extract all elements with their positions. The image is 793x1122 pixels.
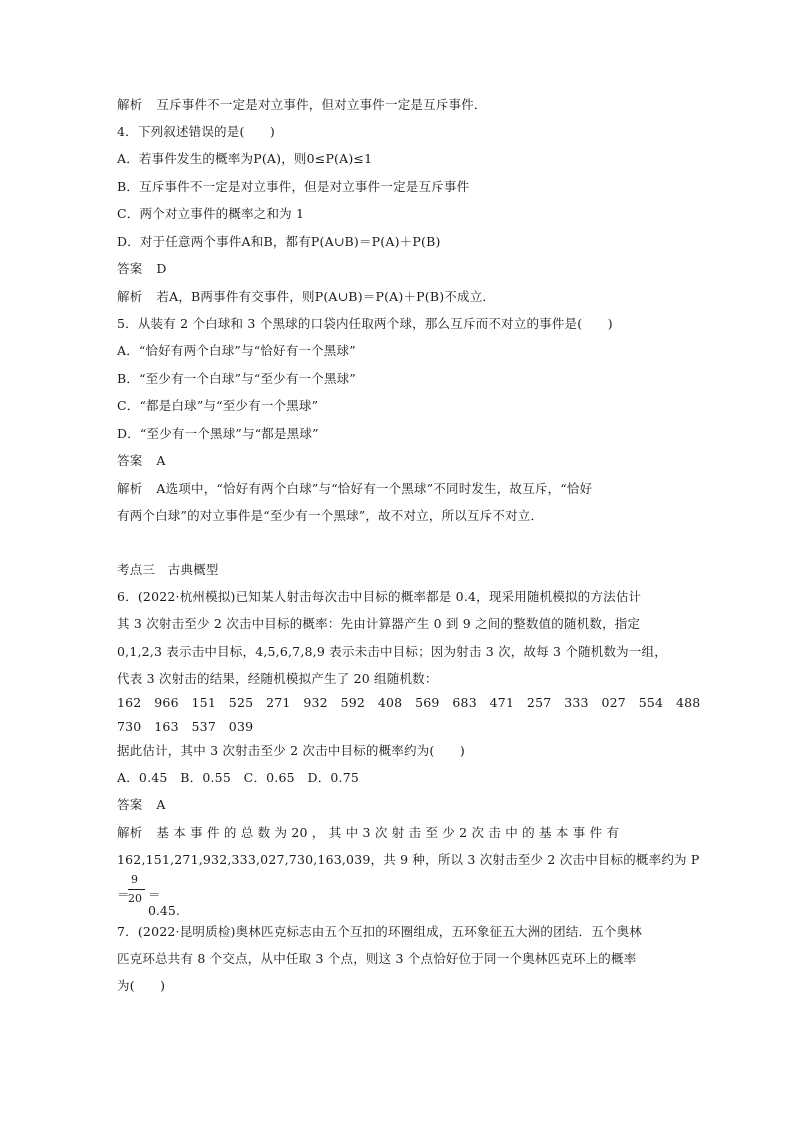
answer-value: A <box>156 797 166 812</box>
q6-line-1: 6．(2022·杭州模拟)已知某人射击每次击中目标的概率都是 0.4，现采用随机模拟的方法估计 <box>117 589 642 604</box>
probability-fraction <box>117 873 180 918</box>
random-number: 554 <box>638 695 664 710</box>
q4-option-c: C．两个对立事件的概率之和为 1 <box>117 206 305 221</box>
q6-line-3: 0,1,2,3 表示击中目标，4,5,6,7,8,9 表示未击中目标；因为射击 3 次，故每 3 个随机数为一组， <box>117 644 667 659</box>
q6-answer <box>117 797 166 813</box>
random-number: 027 <box>601 695 626 710</box>
random-number: 271 <box>266 695 291 710</box>
fraction-denominator: 20 <box>128 892 142 905</box>
answer-value: A <box>156 453 166 468</box>
q4-option-b: B．互斥事件不一定是对立事件，但是对立事件一定是互斥事件 <box>117 179 470 194</box>
q5-explanation-line-2: 有两个白球”的对立事件是“至少有一个黑球”，故不对立，所以互斥不对立． <box>117 508 544 523</box>
explain-text: 互斥事件不一定是对立事件，但对立事件一定是互斥事件． <box>156 97 487 112</box>
q6-line-4: 代表 3 次射击的结果，经随机模拟产生了 20 组随机数： <box>117 671 438 686</box>
random-numbers-row-2 <box>117 719 266 735</box>
random-number: 151 <box>191 695 216 710</box>
answer-label: 答案 <box>117 261 143 276</box>
q6-line-2: 其 3 次射击至少 2 次击中目标的概率：先由计算器产生 0 到 9 之间的整数值的随机数，指定 <box>117 616 641 631</box>
explain-label: 解析 <box>117 481 143 496</box>
answer-label: 答案 <box>117 453 143 468</box>
fraction-numerator: 9 <box>131 873 138 886</box>
answer-value: D <box>156 261 167 276</box>
explain-text: 若A，B两事件有交事件，则P(A∪B)＝P(A)＋P(B)不成立． <box>156 289 496 304</box>
random-number: 488 <box>675 695 701 710</box>
random-number: 471 <box>489 695 515 710</box>
random-number: 525 <box>228 695 254 710</box>
q6-explanation-line-2: 162,151,271,932,333,027,730,163,039，共 9 种，所以 3 次射击至少 2 次击中目标的概率约为 P <box>117 852 700 867</box>
q4-answer <box>117 261 167 277</box>
fraction-bar <box>128 889 145 890</box>
random-number: 537 <box>191 719 216 734</box>
fraction-equals: ＝ <box>117 887 130 902</box>
random-number: 163 <box>154 719 179 734</box>
explain-label: 解析 <box>117 289 143 304</box>
q5-option-d: D．“至少有一个黑球”与“都是黑球” <box>117 426 319 441</box>
random-number: 932 <box>303 695 328 710</box>
q5-answer <box>117 453 166 469</box>
explain-text: A选项中，“恰好有两个白球”与“恰好有一个黑球”不同时发生，故互斥，“恰好 <box>156 481 593 496</box>
random-number: 730 <box>117 719 142 734</box>
random-number: 333 <box>564 695 589 710</box>
q7-line-2: 匹克环总共有 8 个交点，从中任取 3 个点，则这 3 个点恰好位于同一个奥林匹克环上的概率 <box>117 951 637 966</box>
q5-stem: 5．从装有 2 个白球和 3 个黑球的口袋内任取两个球，那么互斥而不对立的事件是( ) <box>117 316 613 331</box>
q7-line-3: 为( ) <box>117 978 166 993</box>
random-number: 569 <box>415 695 440 710</box>
q4-explanation <box>117 289 495 305</box>
random-number: 162 <box>117 695 142 710</box>
explain-label: 解析 <box>117 825 143 840</box>
q5-option-c: C．“都是白球”与“至少有一个黑球” <box>117 398 319 413</box>
random-number: 039 <box>228 719 254 734</box>
explain-text: 基 本 事 件 的 总 数 为 20 ， 其 中 3 次 射 击 至 少 2 次 击 中 的 基 本 事 件 有 <box>156 825 620 840</box>
q5-option-b: B．“至少有一个白球”与“至少有一个黑球” <box>117 371 356 386</box>
random-number: 966 <box>154 695 179 710</box>
q6-explanation-line-1 <box>117 825 619 841</box>
q3-explanation <box>117 97 487 113</box>
random-number: 683 <box>452 695 477 710</box>
random-number: 257 <box>526 695 552 710</box>
q6-line-5: 据此估计，其中 3 次射击至少 2 次击中目标的概率约为( ) <box>117 743 465 758</box>
random-number: 408 <box>377 695 403 710</box>
explain-label: 解析 <box>117 97 143 112</box>
q4-stem: 4．下列叙述错误的是( ) <box>117 124 276 139</box>
q4-option-d: D．对于任意两个事件A和B，都有P(A∪B)＝P(A)＋P(B) <box>117 234 441 249</box>
q5-explanation-line-1 <box>117 481 592 497</box>
q7-line-1: 7．(2022·昆明质检)奥林匹克标志由五个互扣的环圈组成，五环象征五大洲的团结．五个奥林 <box>117 924 642 939</box>
answer-label: 答案 <box>117 797 143 812</box>
q6-options: A．0.45 B．0.55 C．0.65 D．0.75 <box>117 770 360 785</box>
random-number: 592 <box>340 695 366 710</box>
random-numbers-row-1 <box>117 695 713 711</box>
section-title: 考点三 古典概型 <box>117 562 219 577</box>
q4-option-a: A．若事件发生的概率为P(A)，则0≤P(A)≤1 <box>117 151 373 166</box>
q5-option-a: A．“恰好有两个白球”与“恰好有一个黑球” <box>117 343 356 358</box>
fraction-result: ＝0.45. <box>148 887 180 918</box>
